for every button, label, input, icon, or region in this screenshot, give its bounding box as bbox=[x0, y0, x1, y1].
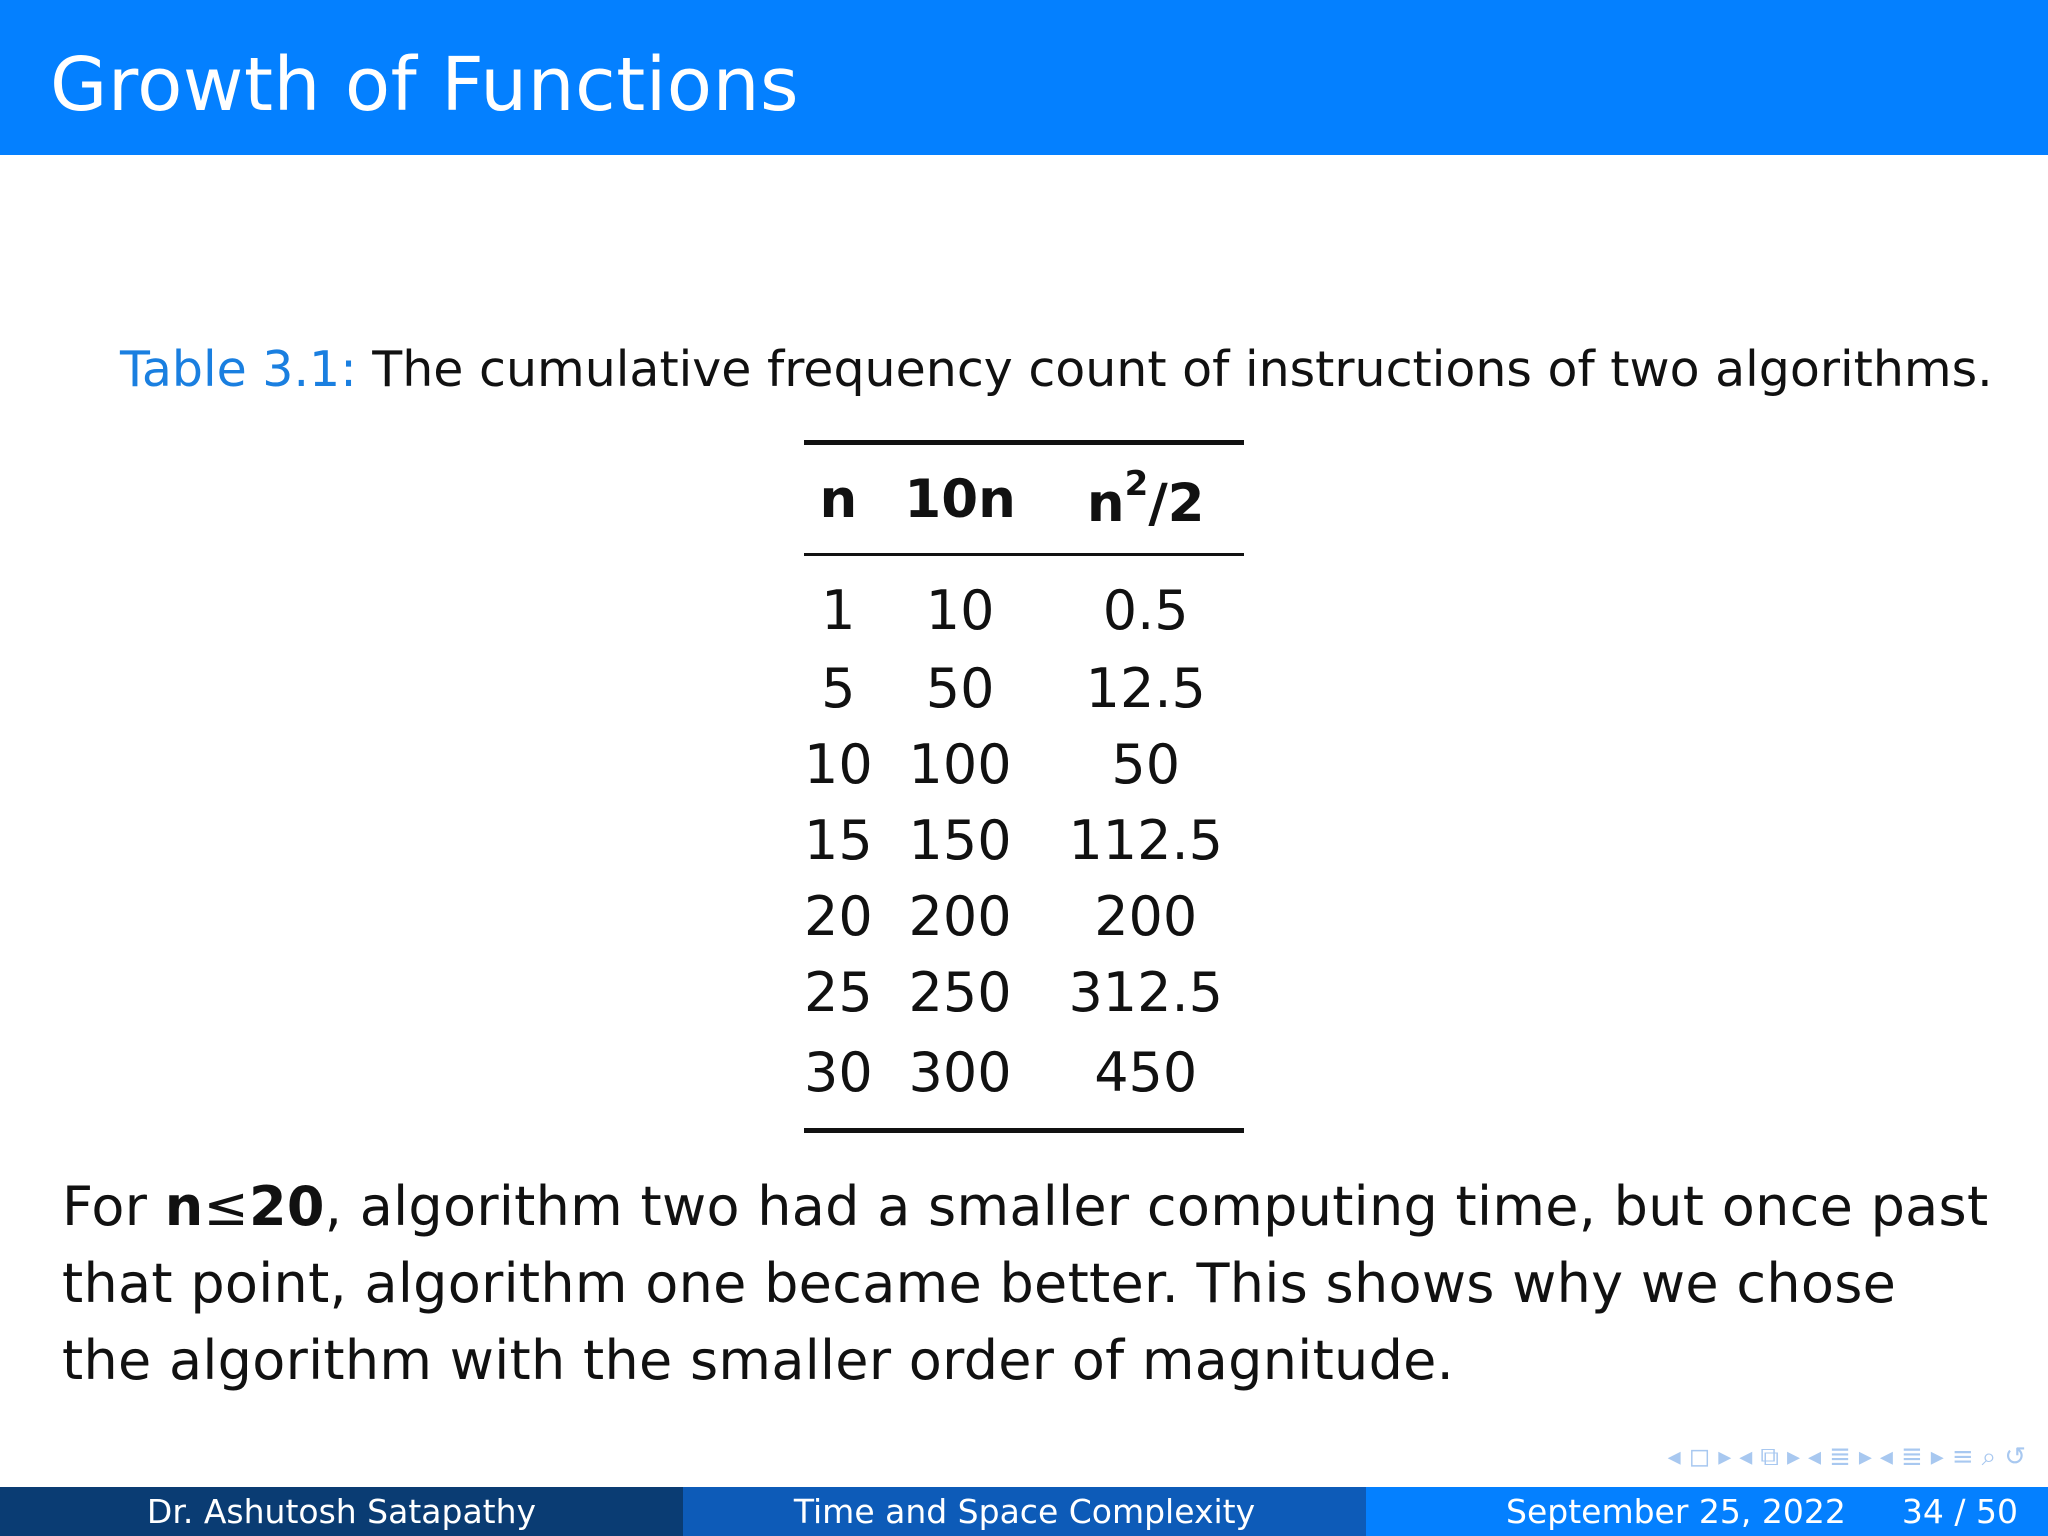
cell-10n: 300 bbox=[873, 1030, 1048, 1131]
arrow-right-icon[interactable]: ▸ bbox=[1718, 1442, 1732, 1472]
table-row bbox=[804, 802, 1244, 878]
title-bar bbox=[0, 0, 2048, 155]
footer-bar bbox=[0, 1487, 2048, 1536]
frame-icon[interactable]: ◻ bbox=[1688, 1442, 1711, 1472]
para-bold-20: 20 bbox=[249, 1175, 325, 1238]
slide-title: Growth of Functions bbox=[50, 42, 800, 128]
cell-n: 15 bbox=[804, 808, 873, 872]
search-icon[interactable]: ⌕ bbox=[1981, 1441, 1997, 1472]
cell-n: 25 bbox=[804, 960, 873, 1024]
cell-10n: 250 bbox=[908, 960, 1012, 1024]
header-n-squared-half bbox=[1047, 443, 1244, 555]
arrow-left-icon[interactable]: ◂ bbox=[1879, 1442, 1893, 1472]
cell-n-squared-half: 112.5 bbox=[1068, 808, 1224, 872]
data-table-wrap bbox=[804, 440, 1244, 1133]
arrow-left-icon[interactable]: ◂ bbox=[1808, 1442, 1822, 1472]
header-sq-div: /2 bbox=[1148, 473, 1205, 534]
table-row bbox=[804, 555, 1244, 651]
table-row bbox=[804, 954, 1244, 1030]
footer-topic: Time and Space Complexity bbox=[793, 1492, 1256, 1531]
cell-n-squared-half: 0.5 bbox=[1102, 578, 1189, 642]
cell-n-squared-half: 50 bbox=[1111, 732, 1181, 796]
cell-n-squared-half: 200 bbox=[1094, 884, 1198, 948]
cell-n: 1 bbox=[821, 578, 856, 642]
cell-10n: 50 bbox=[925, 656, 995, 720]
section-icon[interactable]: ≣ bbox=[1900, 1442, 1923, 1472]
subsection-icon[interactable]: ⧉ bbox=[1760, 1441, 1779, 1472]
table-row bbox=[804, 650, 1244, 726]
footer-date-segment bbox=[1366, 1487, 2048, 1536]
undo-icon[interactable]: ↺ bbox=[2004, 1442, 2026, 1472]
table-row bbox=[804, 1030, 1244, 1131]
header-10n: 10n bbox=[873, 443, 1048, 555]
cell-n: 5 bbox=[821, 656, 856, 720]
table-row bbox=[804, 878, 1244, 954]
para-pre: For bbox=[62, 1175, 165, 1238]
arrow-left-icon[interactable]: ◂ bbox=[1739, 1442, 1753, 1472]
cell-n: 10 bbox=[804, 732, 873, 796]
footer-page-number: 34 / 50 bbox=[1901, 1492, 2018, 1531]
arrow-right-icon[interactable]: ▸ bbox=[1786, 1442, 1800, 1472]
data-table bbox=[804, 440, 1244, 1133]
footer-date: September 25, 2022 bbox=[1506, 1492, 1846, 1531]
table-caption bbox=[120, 338, 2000, 402]
para-leq: ≤ bbox=[203, 1175, 250, 1238]
cell-10n: 10 bbox=[925, 578, 995, 642]
cell-n-squared-half: 312.5 bbox=[1068, 960, 1224, 1024]
section-icon[interactable]: ≣ bbox=[1829, 1442, 1851, 1472]
cell-10n: 100 bbox=[908, 732, 1012, 796]
arrow-right-icon[interactable]: ▸ bbox=[1930, 1442, 1944, 1472]
beamer-navigation bbox=[1668, 1440, 2026, 1474]
cell-n-squared-half: 450 bbox=[1047, 1030, 1244, 1131]
header-sq-base: n bbox=[1086, 473, 1125, 534]
cell-n: 30 bbox=[804, 1030, 873, 1131]
header-n: n bbox=[804, 443, 873, 555]
para-post: , algorithm two had a smaller computing time, but once past that point, algorithm one became better. This shows why we chose the algorithm with the smaller order of magnitude. bbox=[62, 1175, 1989, 1392]
header-sq-exp: 2 bbox=[1124, 464, 1149, 504]
cell-n: 20 bbox=[804, 884, 873, 948]
footer-author-segment bbox=[0, 1487, 683, 1536]
cell-10n: 150 bbox=[908, 808, 1012, 872]
caption-text: The cumulative frequency count of instructions of two algorithms. bbox=[356, 341, 1993, 398]
cell-n-squared-half: 12.5 bbox=[1085, 656, 1206, 720]
arrow-right-icon[interactable]: ▸ bbox=[1858, 1442, 1872, 1472]
body-paragraph bbox=[62, 1168, 2002, 1399]
table-header-row bbox=[804, 443, 1244, 555]
caption-label: Table 3.1: bbox=[120, 341, 357, 398]
cell-10n: 200 bbox=[908, 884, 1012, 948]
footer-topic-segment bbox=[683, 1487, 1366, 1536]
arrow-left-icon[interactable]: ◂ bbox=[1667, 1442, 1681, 1472]
footer-author: Dr. Ashutosh Satapathy bbox=[146, 1492, 537, 1531]
align-icon[interactable]: ≡ bbox=[1951, 1442, 1974, 1472]
para-bold-n: n bbox=[164, 1175, 204, 1238]
table-row bbox=[804, 726, 1244, 802]
